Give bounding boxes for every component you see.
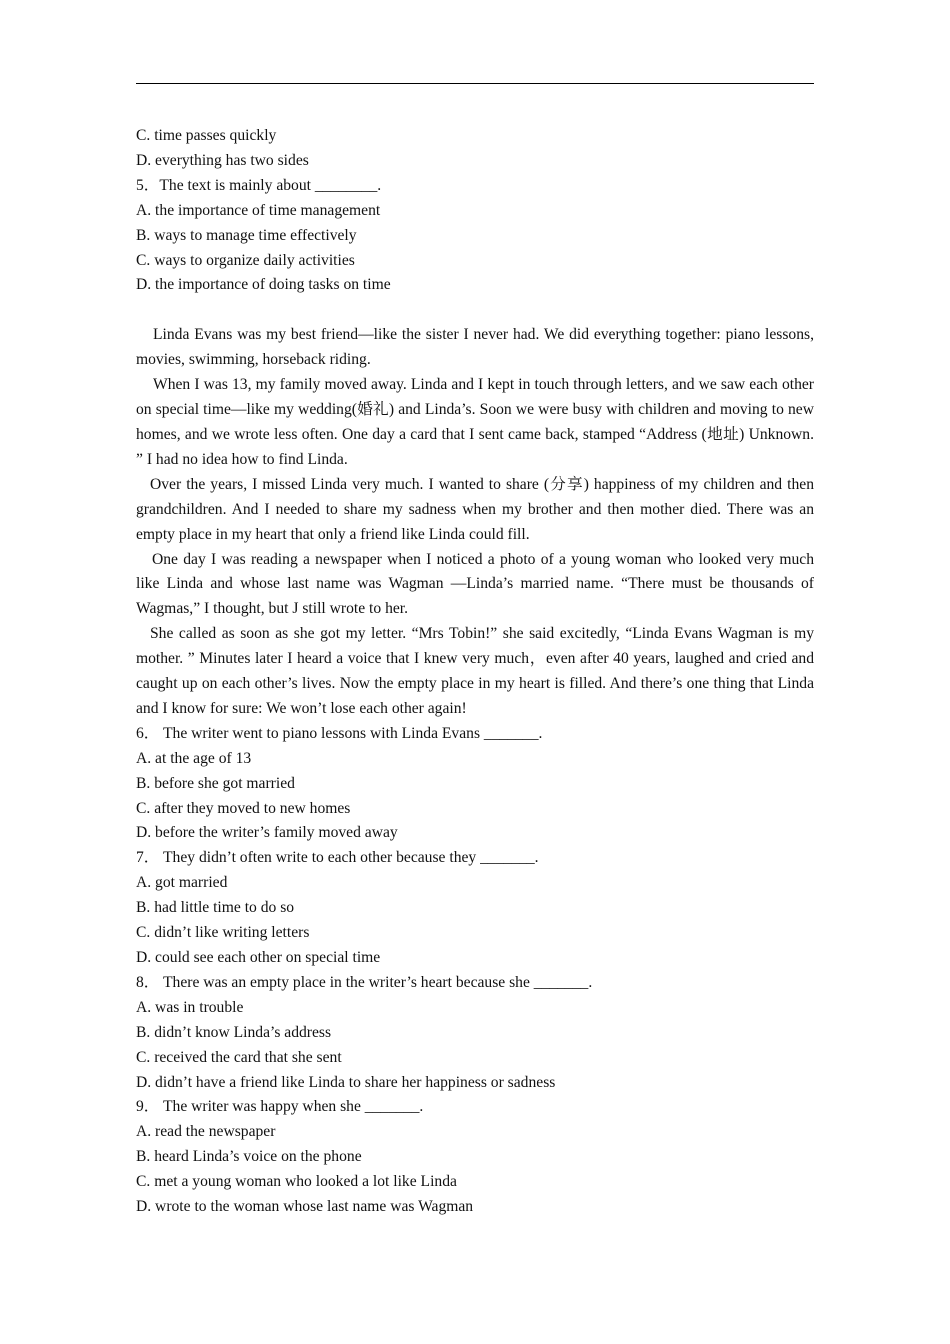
question-8-stem: 8． There was an empty place in the writer’s heart because she _______. bbox=[136, 973, 593, 991]
question-5-option-c: C. ways to organize daily activities bbox=[136, 251, 355, 269]
question-9-option-d: D. wrote to the woman whose last name was Wagman bbox=[136, 1198, 474, 1216]
question-6-option-d: D. before the writer’s family moved away bbox=[136, 824, 398, 842]
question-6-option-b: B. before she got married bbox=[136, 774, 295, 792]
question-5-option-b: B. ways to manage time effectively bbox=[136, 226, 357, 244]
question-7-option-c: C. didn’t like writing letters bbox=[136, 924, 310, 942]
question-8-option-c: C. received the card that she sent bbox=[136, 1048, 342, 1066]
question-6-option-a: A. at the age of 13 bbox=[136, 749, 252, 767]
passage-paragraph-5: She called as soon as she got my letter. “Mrs Tobin!” she said excitedly, “Linda Evans Wagman is my mother. ” Minutes later I heard a voice that I knew very much，even after 40 years, laughed and cried and caught up on each other’s lives. Now the empty place in my heart is filled. And there’s one thing that Linda and I know for sure: We won’t lose each other again! bbox=[136, 625, 814, 717]
question-9-stem: 9． The writer was happy when she _______. bbox=[136, 1098, 424, 1116]
question-7-option-a: A. got married bbox=[136, 874, 228, 892]
document-body bbox=[136, 124, 814, 1220]
question-5-option-d: D. the importance of doing tasks on time bbox=[136, 276, 391, 294]
question-9-option-c: C. met a young woman who looked a lot like Linda bbox=[136, 1173, 457, 1191]
question-8-option-b: B. didn’t know Linda’s address bbox=[136, 1023, 332, 1041]
section-gap bbox=[136, 298, 814, 323]
passage-paragraph-2: When I was 13, my family moved away. Linda and I kept in touch through letters, and we saw each other on special time—like my wedding(婚礼) and Linda’s. Soon we were busy with children and moving to new homes, and we wrote less often. One day a card that I sent came back, stamped “Address (地址) Unknown. ” I had no idea how to find Linda. bbox=[136, 376, 814, 468]
question-5-stem: 5．The text is mainly about ________. bbox=[136, 176, 382, 194]
question-6-stem: 6． The writer went to piano lessons with Linda Evans _______. bbox=[136, 724, 543, 742]
question-5-option-a: A. the importance of time management bbox=[136, 201, 381, 219]
question-7-stem: 7． They didn’t often write to each other because they _______. bbox=[136, 849, 539, 867]
question-6-option-c: C. after they moved to new homes bbox=[136, 799, 351, 817]
option-line: D. everything has two sides bbox=[136, 151, 309, 169]
option-line: C. time passes quickly bbox=[136, 127, 277, 144]
header-rule bbox=[136, 83, 814, 84]
passage-paragraph-4: One day I was reading a newspaper when I noticed a photo of a young woman who looked very much like Linda and whose last name was Wagman —Linda’s married name. “There must be thousands of Wagmas,” I thought, but J still wrote to her. bbox=[136, 550, 814, 618]
question-9-option-a: A. read the newspaper bbox=[136, 1123, 276, 1141]
question-7-option-d: D. could see each other on special time bbox=[136, 949, 381, 966]
passage-paragraph-1: Linda Evans was my best friend—like the sister I never had. We did everything together: piano lessons, movies, swimming, horseback riding. bbox=[136, 326, 814, 369]
question-7-option-b: B. had little time to do so bbox=[136, 899, 295, 917]
question-8-option-a: A. was in trouble bbox=[136, 998, 244, 1016]
passage-paragraph-3: Over the years, I missed Linda very much. I wanted to share (分享) happiness of my children and then grandchildren. And I needed to share my sadness when my brother and then mother died. There was an empty place in my heart that only a friend like Linda could fill. bbox=[136, 475, 814, 543]
question-8-option-d: D. didn’t have a friend like Linda to share her happiness or sadness bbox=[136, 1073, 556, 1091]
question-9-option-b: B. heard Linda’s voice on the phone bbox=[136, 1148, 362, 1166]
